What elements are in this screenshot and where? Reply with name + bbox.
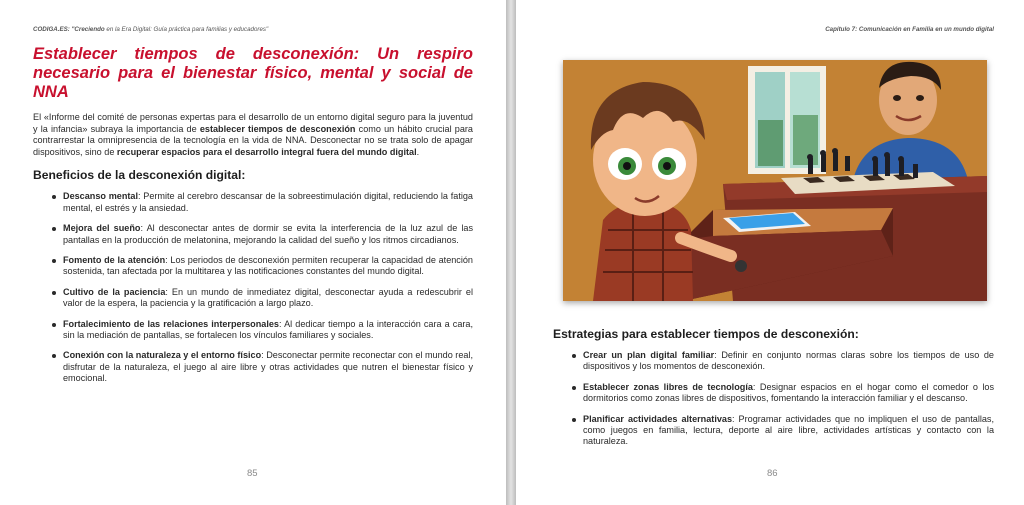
page-number-right: 86 [767,468,778,479]
list-item: Fortalecimiento de las relaciones interpersonales: Al dedicar tiempo a la interacción cara a cara, sin la mediación de pantallas, se fortalecen los vínculos familiares y sociales. [33,319,473,342]
intro-paragraph: El «Informe del comité de personas expertas para el desarrollo de un entorno digital seguro para la juventud y la infancia» subraya la importancia de establecer tiempos de desconexión como un hábito crucial para contrarrestar la omnipresencia de la tecnología en la vida de NNA. Desconectar no se trata solo de apagar dispositivos, sino de recuperar espacios para el desarrollo integral fuera del mundo digital. [33,112,473,157]
list-item: Mejora del sueño: Al desconectar antes de dormir se evita la interferencia de la luz azul de las pantallas en la producción de melatonina, mejorando la calidad del sueño y los ritmos circadianos. [33,223,473,246]
list-item: Fomento de la atención: Los periodos de desconexión permiten recuperar la capacidad de atención sostenida, tan afectada por la multitarea y las notificaciones constantes del mundo digital. [33,255,473,278]
strategies-heading: Estrategias para establecer tiempos de desconexión: [553,327,859,341]
illustration-boy-phone-drawer [563,60,987,301]
page-right [516,0,1024,505]
benefits-list [33,191,473,384]
strategies-list [552,350,994,448]
book-gutter [506,0,516,505]
page-left [0,0,506,505]
list-item: Planificar actividades alternativas: Programar actividades que no impliquen el uso de pantallas, como juegos en familia, lectura, deporte al aire libre, actividades artísticas y contacto con la naturaleza. [552,414,994,448]
list-item: Establecer zonas libres de tecnología: Designar espacios en el hogar como el comedor o los dormitorios como zonas libres de dispositivos, fomentando la interacción familiar y el descanso. [552,382,994,405]
benefits-heading: Beneficios de la desconexión digital: [33,168,246,183]
list-item: Crear un plan digital familiar: Definir en conjunto normas claras sobre los tiempos de uso de dispositivos y los momentos de desconexión. [552,350,994,373]
page-number-left: 85 [247,468,258,479]
list-item: Descanso mental: Permite al cerebro descansar de la sobreestimulación digital, reduciendo la fatiga mental, el estrés y la ansiedad. [33,191,473,214]
running-head-left: CODIGA.ES: "Creciendo en la Era Digital: Guía práctica para familias y educadores" [33,26,269,33]
chapter-title: Establecer tiempos de desconexión: Un respiro necesario para el bienestar físico, mental y social de NNA [33,45,473,101]
list-item: Cultivo de la paciencia: En un mundo de inmediatez digital, desconectar ayuda a redescubrir el valor de la espera, la paciencia y la gratificación a largo plazo. [33,287,473,310]
running-head-right: Capítulo 7: Comunicación en Familia en un mundo digital [825,26,994,33]
list-item: Conexión con la naturaleza y el entorno físico: Desconectar permite reconectar con el mundo real, disfrutar de la naturaleza, el juego al aire libre y otras actividades que nutren el bienestar físico y emocional. [33,350,473,384]
